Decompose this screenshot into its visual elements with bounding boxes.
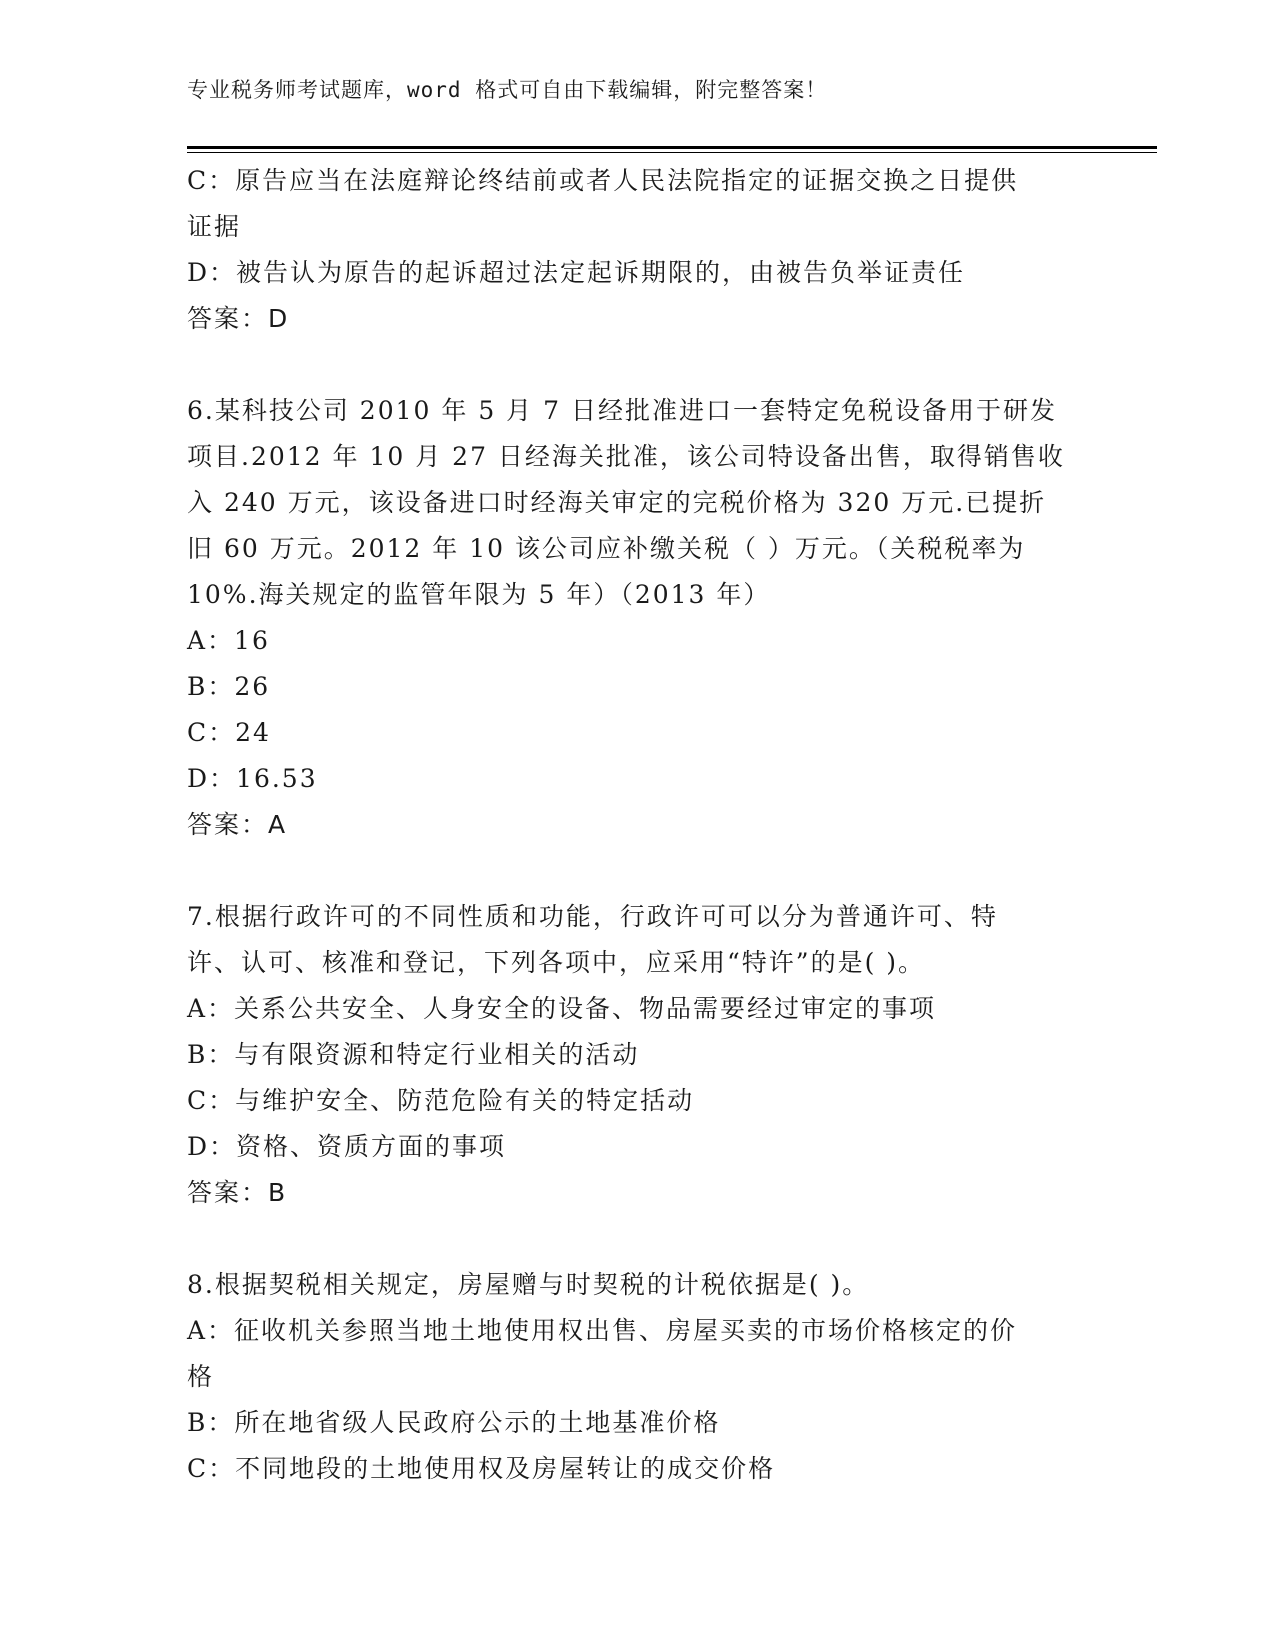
question-line: 旧 60 万元。2012 年 10 该公司应补缴关税（ ）万元。（关税税率为	[187, 534, 1026, 563]
question-block	[187, 1262, 1087, 1492]
question-line: A：关系公共安全、人身安全的设备、物品需要经过审定的事项	[187, 994, 937, 1023]
question-block	[187, 894, 1087, 1262]
block-spacer	[187, 1216, 1087, 1262]
question-line: 7.根据行政许可的不同性质和功能，行政许可可以分为普通许可、特	[187, 902, 998, 931]
question-line: C：24	[187, 718, 271, 747]
question-line: A：16	[187, 626, 270, 655]
question-line: 格	[187, 1362, 215, 1391]
question-line: B：与有限资源和特定行业相关的活动	[187, 1040, 640, 1069]
question-line: D：16.53	[187, 764, 318, 793]
question-line: 6.某科技公司 2010 年 5 月 7 日经批准进口一套特定免税设备用于研发	[187, 396, 1057, 425]
block-spacer	[187, 848, 1087, 894]
question-line: 许、认可、核准和登记，下列各项中，应采用“特许”的是( )。	[187, 948, 926, 977]
question-line: D：被告认为原告的起诉超过法定起诉期限的，由被告负举证责任	[187, 258, 966, 287]
answer-line: 答案：D	[187, 304, 290, 333]
header-divider-thin	[187, 152, 1157, 153]
header-divider-thick	[187, 146, 1157, 149]
question-block	[187, 388, 1087, 894]
document-body	[187, 158, 1087, 1492]
question-line: C：原告应当在法庭辩论终结前或者人民法院指定的证据交换之日提供	[187, 166, 1019, 195]
question-line: C：不同地段的土地使用权及房屋转让的成交价格	[187, 1454, 776, 1483]
question-line: D：资格、资质方面的事项	[187, 1132, 507, 1161]
question-line: 入 240 万元，该设备进口时经海关审定的完税价格为 320 万元.已提折	[187, 488, 1047, 517]
question-block	[187, 158, 1087, 388]
page-header: 专业税务师考试题库，word 格式可自由下载编辑，附完整答案！	[187, 78, 828, 102]
question-line: B：26	[187, 672, 271, 701]
answer-line: 答案：B	[187, 1178, 288, 1207]
question-line: 10%.海关规定的监管年限为 5 年）（2013 年）	[187, 580, 771, 609]
question-line: 项目.2012 年 10 月 27 日经海关批准，该公司特设备出售，取得销售收	[187, 442, 1065, 471]
block-spacer	[187, 342, 1087, 388]
question-line: C：与维护安全、防范危险有关的特定括动	[187, 1086, 695, 1115]
question-line: A：征收机关参照当地土地使用权出售、房屋买卖的市场价格核定的价	[187, 1316, 1018, 1345]
answer-line: 答案：A	[187, 810, 288, 839]
question-line: 8.根据契税相关规定，房屋赠与时契税的计税依据是( )。	[187, 1270, 870, 1299]
question-line: 证据	[187, 212, 242, 241]
question-line: B：所在地省级人民政府公示的土地基准价格	[187, 1408, 721, 1437]
